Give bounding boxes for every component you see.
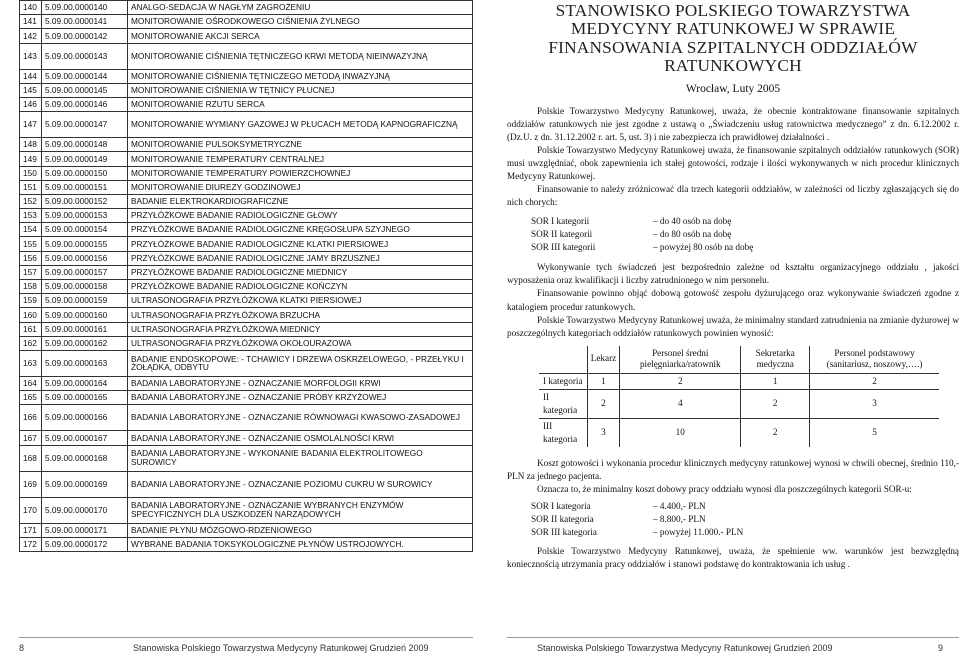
table-row — [20, 209, 473, 223]
procedure-number: 146 — [20, 97, 42, 111]
procedure-description: BADANIA LABORATORYJNE - OZNACZANIE PRÓBY KRZYŻOWEJ — [128, 391, 473, 405]
staff-cell: 4 — [620, 389, 741, 418]
procedure-code: 5.09.00.0000169 — [42, 471, 128, 497]
staff-cell: 2 — [741, 389, 810, 418]
staff-row — [539, 373, 939, 389]
page-number-left: 8 — [19, 643, 25, 653]
paragraph-3: Finansowanie to należy zróżnicować dla trzech kategorii oddziałów, w zależności od liczby zgłaszających się do nich chorych: — [507, 184, 959, 208]
table-row — [20, 350, 473, 376]
staff-cell: 5 — [810, 418, 939, 447]
procedure-code: 5.09.00.0000159 — [42, 294, 128, 308]
table-row — [20, 322, 473, 336]
table-row — [20, 138, 473, 152]
procedure-description: MONITOROWANIE WYMIANY GAZOWEJ W PŁUCACH METODĄ KAPNOGRAFICZNĄ — [128, 112, 473, 138]
procedure-code: 5.09.00.0000146 — [42, 97, 128, 111]
procedure-number: 143 — [20, 43, 42, 69]
category-list — [531, 215, 959, 254]
procedure-number: 142 — [20, 29, 42, 43]
table-row — [20, 376, 473, 390]
procedure-description: BADANIA LABORATORYJNE - OZNACZANIE WYBRANYCH ENZYMÓW SPECYFICZNYCH DLA USZKODZEŃ NARZĄDOWYCH — [128, 497, 473, 523]
paragraph-2: Polskie Towarzystwo Medycyny Ratunkowej uważa, że finansowanie szpitalnych oddziałów ratunkowych (SOR) musi uwzględniać, obok zapewnienia ich stałej gotowości, rodzaje i ilości wykonywanych w nich procedur klinicznych Medycyny Ratunkowej. — [507, 144, 959, 181]
procedure-code: 5.09.00.0000157 — [42, 265, 128, 279]
table-row — [20, 445, 473, 471]
paragraph-8: Oznacza to, że minimalny koszt dobowy pracy oddziału wynosi dla poszczególnych kategorii SOR-u: — [537, 484, 912, 495]
procedure-description: MONITOROWANIE AKCJI SERCA — [128, 29, 473, 43]
table-row — [20, 294, 473, 308]
table-row — [20, 194, 473, 208]
staff-cell: I kategoria — [539, 373, 587, 389]
staff-cell: 2 — [620, 373, 741, 389]
staff-row — [539, 389, 939, 418]
procedure-code: 5.09.00.0000165 — [42, 391, 128, 405]
footer-rule-left — [19, 637, 473, 638]
table-row — [20, 83, 473, 97]
procedure-code: 5.09.00.0000168 — [42, 445, 128, 471]
category-item: SOR II kategorii – do 80 osób na dobę — [531, 229, 732, 240]
procedure-code: 5.09.00.0000147 — [42, 112, 128, 138]
procedure-description: BADANIA LABORATORYJNE - OZNACZANIE OSMOLALNOŚCI KRWI — [128, 431, 473, 445]
procedure-code: 5.09.00.0000155 — [42, 237, 128, 251]
procedure-number: 153 — [20, 209, 42, 223]
staff-cell: III kategoria — [539, 418, 587, 447]
procedure-code: 5.09.00.0000167 — [42, 431, 128, 445]
staff-header: Personel podstawowy (sanitariusz, noszowy,….) — [810, 346, 939, 374]
procedure-description: BADANIE ENDOSKOPOWE: - TCHAWICY I DRZEWA OSKRZELOWEGO, - PRZEŁYKU I ŻOŁĄDKA, ODBYTU — [128, 350, 473, 376]
procedures-panel — [19, 0, 473, 552]
table-row — [20, 112, 473, 138]
paragraph-9: Polskie Towarzystwo Medycyny Ratunkowej, uważa, że spełnienie ww. warunków jest bezwzględną koniecznością utrzymania pracy oddziałów i stanowi podstawę do kontraktowania ich usług . — [507, 546, 959, 570]
procedures-table — [19, 0, 473, 552]
staff-header: Lekarz — [587, 346, 620, 374]
staff-cell: 2 — [741, 418, 810, 447]
footer-text-left: Stanowiska Polskiego Towarzystwa Medycyny Ratunkowej Grudzień 2009 — [133, 643, 429, 653]
procedure-code: 5.09.00.0000162 — [42, 336, 128, 350]
procedure-code: 5.09.00.0000151 — [42, 180, 128, 194]
procedure-number: 152 — [20, 194, 42, 208]
table-row — [20, 280, 473, 294]
procedure-code: 5.09.00.0000161 — [42, 322, 128, 336]
table-row — [20, 265, 473, 279]
procedure-number: 151 — [20, 180, 42, 194]
procedure-code: 5.09.00.0000152 — [42, 194, 128, 208]
procedure-code: 5.09.00.0000160 — [42, 308, 128, 322]
procedure-code: 5.09.00.0000163 — [42, 350, 128, 376]
procedure-description: BADANIA LABORATORYJNE - OZNACZANIE MORFOLOGII KRWI — [128, 376, 473, 390]
procedure-number: 169 — [20, 471, 42, 497]
procedure-code: 5.09.00.0000166 — [42, 405, 128, 431]
paragraph-5: Finansowanie powinno objąć dobową gotowość zespołu dyżurującego oraz wykonywanie świadczeń zgodne z katalogiem procedur ratunkowych. — [507, 288, 959, 312]
procedure-code: 5.09.00.0000143 — [42, 43, 128, 69]
paragraph-4: Wykonywanie tych świadczeń jest bezpośrednio zależne od kształtu organizacyjnego oddziału , jakości wyposażenia oraz kwalifikacji i liczby zatrudnionego w nim personelu. — [507, 262, 959, 286]
table-row — [20, 251, 473, 265]
procedure-number: 149 — [20, 152, 42, 166]
procedure-number: 163 — [20, 350, 42, 376]
procedure-code: 5.09.00.0000150 — [42, 166, 128, 180]
procedure-description: PRZYŁÓŻKOWE BADANIE RADIOLOGICZNE JAMY BRZUSZNEJ — [128, 251, 473, 265]
procedure-number: 157 — [20, 265, 42, 279]
staff-cell: 2 — [810, 373, 939, 389]
procedure-description: MONITOROWANIE RZUTU SERCA — [128, 97, 473, 111]
procedure-description: PRZYŁÓŻKOWE BADANIE RADIOLOGICZNE KRĘGOSŁUPA SZYJNEGO — [128, 223, 473, 237]
procedure-description: WYBRANE BADANIA TOKSYKOLOGICZNE PŁYNÓW USTROJOWYCH. — [128, 537, 473, 551]
procedure-code: 5.09.00.0000170 — [42, 497, 128, 523]
paragraph-7: Koszt gotowości i wykonania procedur klinicznych medycyny ratunkowej wynosi w chwili obecnej, średnio 110,- PLN za jednego pacjenta. — [507, 458, 959, 482]
procedure-number: 166 — [20, 405, 42, 431]
table-row — [20, 431, 473, 445]
paragraph-1: Polskie Towarzystwo Medycyny Ratunkowej, uważa, że obecnie kontraktowane finansowanie szpitalnych oddziałów ratunkowych nie jest zgodne z ustawą o „Świadczeniu usług ratownictwa medycznego” z dn. 6.12.2002 r. (Dz.U. z dn. 31.12.2002 r. art. 5, ust. 3) i nie zabezpiecza ich prawidłowej działalności . — [507, 105, 959, 142]
procedure-code: 5.09.00.0000140 — [42, 1, 128, 15]
procedure-number: 159 — [20, 294, 42, 308]
procedure-description: MONITOROWANIE CIŚNIENIA W TĘTNICY PŁUCNEJ — [128, 83, 473, 97]
staff-cell: 1 — [587, 373, 620, 389]
table-row — [20, 97, 473, 111]
staff-cell: II kategoria — [539, 389, 587, 418]
procedure-number: 150 — [20, 166, 42, 180]
table-row — [20, 336, 473, 350]
procedure-number: 155 — [20, 237, 42, 251]
procedure-description: MONITOROWANIE TEMPERATURY POWIERZCHOWNEJ — [128, 166, 473, 180]
procedure-code: 5.09.00.0000141 — [42, 15, 128, 29]
table-row — [20, 1, 473, 15]
procedure-description: ULTRASONOGRAFIA PRZYŁÓŻKOWA MIEDNICY — [128, 322, 473, 336]
procedure-number: 141 — [20, 15, 42, 29]
procedure-number: 144 — [20, 69, 42, 83]
procedure-description: PRZYŁÓŻKOWE BADANIE RADIOLOGICZNE KLATKI PIERSIOWEJ — [128, 237, 473, 251]
procedure-description: BADANIA LABORATORYJNE - OZNACZANIE POZIOMU CUKRU W SUROWICY — [128, 471, 473, 497]
table-row — [20, 237, 473, 251]
procedure-code: 5.09.00.0000153 — [42, 209, 128, 223]
table-row — [20, 497, 473, 523]
table-row — [20, 166, 473, 180]
procedure-number: 164 — [20, 376, 42, 390]
table-row — [20, 523, 473, 537]
table-row — [20, 152, 473, 166]
procedure-number: 160 — [20, 308, 42, 322]
footer-rule-right — [507, 637, 959, 638]
staff-header: Sekretarka medyczna — [741, 346, 810, 374]
procedure-code: 5.09.00.0000156 — [42, 251, 128, 265]
procedure-number: 170 — [20, 497, 42, 523]
staff-row — [539, 418, 939, 447]
procedure-description: BADANIA LABORATORYJNE - OZNACZANIE RÓWNOWAGI KWASOWO-ZASADOWEJ — [128, 405, 473, 431]
procedure-description: MONITOROWANIE TEMPERATURY CENTRALNEJ — [128, 152, 473, 166]
procedure-code: 5.09.00.0000154 — [42, 223, 128, 237]
procedure-description: BADANIA LABORATORYJNE - WYKONANIE BADANIA ELEKTROLITOWEGO SUROWICY — [128, 445, 473, 471]
procedure-number: 161 — [20, 322, 42, 336]
procedure-code: 5.09.00.0000171 — [42, 523, 128, 537]
procedure-description: MONITOROWANIE DIUREZY GODZINOWEJ — [128, 180, 473, 194]
procedure-code: 5.09.00.0000148 — [42, 138, 128, 152]
table-row — [20, 43, 473, 69]
footer-text-right: Stanowiska Polskiego Towarzystwa Medycyny Ratunkowej Grudzień 2009 — [537, 643, 833, 653]
procedure-code: 5.09.00.0000149 — [42, 152, 128, 166]
procedure-number: 147 — [20, 112, 42, 138]
page-number-right: 9 — [938, 643, 944, 653]
procedure-description: MONITOROWANIE CIŚNIENIA TĘTNICZEGO KRWI METODĄ NIEINWAZYJNĄ — [128, 43, 473, 69]
table-row — [20, 69, 473, 83]
procedure-code: 5.09.00.0000172 — [42, 537, 128, 551]
statement-title: STANOWISKO POLSKIEGO TOWARZYSTWA MEDYCYNY RATUNKOWEJ W SPRAWIE FINANSOWANIA SZPITALNYCH ODDZIAŁÓW RATUNKOWYCH — [548, 1, 918, 75]
procedure-number: 156 — [20, 251, 42, 265]
statement-panel — [507, 0, 959, 572]
procedure-number: 154 — [20, 223, 42, 237]
procedure-description: MONITOROWANIE OŚRODKOWEGO CIŚNIENIA ŻYLNEGO — [128, 15, 473, 29]
table-row — [20, 180, 473, 194]
procedure-number: 172 — [20, 537, 42, 551]
procedure-code: 5.09.00.0000145 — [42, 83, 128, 97]
staffing-table — [539, 346, 939, 447]
category-item: SOR I kategorii – do 40 osób na dobę — [531, 216, 732, 227]
procedure-description: ANALGO-SEDACJA W NAGŁYM ZAGROŻENIU — [128, 1, 473, 15]
procedure-description: BADANIE PŁYNU MÓZGOWO-RDZENIOWEGO — [128, 523, 473, 537]
procedure-description: ULTRASONOGRAFIA PRZYŁÓŻKOWA OKOŁOURAZOWA — [128, 336, 473, 350]
table-row — [20, 391, 473, 405]
procedure-description: MONITOROWANIE CIŚNIENIA TĘTNICZEGO METODĄ INWAZYJNĄ — [128, 69, 473, 83]
table-row — [20, 223, 473, 237]
procedure-code: 5.09.00.0000164 — [42, 376, 128, 390]
procedure-number: 162 — [20, 336, 42, 350]
procedure-number: 145 — [20, 83, 42, 97]
procedure-description: PRZYŁÓŻKOWE BADANIE RADIOLOGICZNE GŁOWY — [128, 209, 473, 223]
paragraph-6: Polskie Towarzystwo Medycyny Ratunkowej uważa, że minimalny standard zatrudnienia na zmianie dyżurowej w poszczególnych kategoriach oddziałów ratunkowych powinien wynosić: — [507, 314, 959, 338]
table-row — [20, 15, 473, 29]
cost-item: SOR I kategoria – 4.400,- PLN — [531, 501, 706, 512]
cost-list — [531, 500, 959, 539]
procedure-number: 140 — [20, 1, 42, 15]
cost-item: SOR III kategoria – powyżej 11.000.- PLN — [531, 527, 744, 538]
staff-cell: 1 — [741, 373, 810, 389]
procedure-description: BADANIE ELEKTROKARDIOGRAFICZNE — [128, 194, 473, 208]
table-row — [20, 471, 473, 497]
procedure-description: ULTRASONOGRAFIA PRZYŁÓŻKOWA BRZUCHA — [128, 308, 473, 322]
procedure-description: ULTRASONOGRAFIA PRZYŁÓŻKOWA KLATKI PIERSIOWEJ — [128, 294, 473, 308]
staff-cell: 10 — [620, 418, 741, 447]
procedure-description: PRZYŁÓŻKOWE BADANIE RADIOLOGICZNE MIEDNICY — [128, 265, 473, 279]
procedure-number: 171 — [20, 523, 42, 537]
table-row — [20, 537, 473, 551]
table-row — [20, 29, 473, 43]
procedure-number: 167 — [20, 431, 42, 445]
place-date: Wrocław, Luty 2005 — [685, 83, 781, 96]
procedure-number: 165 — [20, 391, 42, 405]
procedure-number: 148 — [20, 138, 42, 152]
procedure-code: 5.09.00.0000144 — [42, 69, 128, 83]
staff-cell: 3 — [810, 389, 939, 418]
table-row — [20, 308, 473, 322]
table-row — [20, 405, 473, 431]
staff-cell: 2 — [587, 389, 620, 418]
procedure-code: 5.09.00.0000142 — [42, 29, 128, 43]
staff-cell: 3 — [587, 418, 620, 447]
procedure-number: 168 — [20, 445, 42, 471]
cost-item: SOR II kategoria – 8.800,- PLN — [531, 514, 706, 525]
procedure-number: 158 — [20, 280, 42, 294]
procedure-description: MONITOROWANIE PULSOKSYMETRYCZNE — [128, 138, 473, 152]
procedure-description: PRZYŁÓŻKOWE BADANIE RADIOLOGICZNE KOŃCZYN — [128, 280, 473, 294]
procedure-code: 5.09.00.0000158 — [42, 280, 128, 294]
staff-header: Personel średni pielęgniarka/ratownik — [620, 346, 741, 374]
staff-header — [539, 346, 587, 374]
category-item: SOR III kategorii – powyżej 80 osób na dobę — [531, 242, 754, 253]
